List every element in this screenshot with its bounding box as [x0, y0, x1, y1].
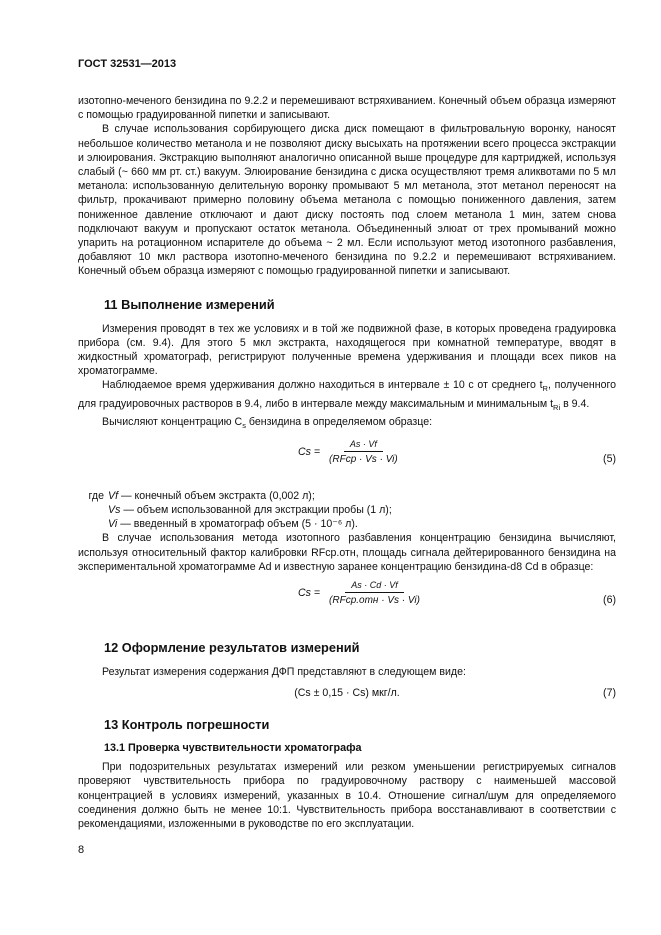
variable-list: где Vf — конечный объем экстракта (0,002 л); Vs — объем использованной для экстракции пробы (1 л); Vi — введенный в хроматограф объем (5 · 10⁻⁶ л). [88, 490, 392, 531]
paragraph: изотопно-меченого бензидина по 9.2.2 и перемешивают встряхиванием. Конечный объем образца измеряют с помощью градуированной пипетки и записывают. [78, 95, 616, 122]
paragraph: При подозрительных результатах измерений или резком уменьшении регистрируемых сигналов проверяют чувствительность прибора по градуировочному раствору с наименьшей массовой концентрацией в условиях измерений, указанных в 10.4. Отношение сигнал/шум для определяемого соединения должно быть не менее 10:1. Чувствительность прибора восстанавливают в соответствии с рекомендациями, изложенными в руководстве по его эксплуатации. [78, 761, 616, 831]
section-title-12: 12 Оформление результатов измерений [104, 640, 360, 655]
formula-number: (6) [603, 594, 616, 606]
section-title-13: 13 Контроль погрешности [104, 717, 270, 733]
paragraph: Результат измерения содержания ДФП представляют в следующем виде: [102, 666, 466, 678]
formula-number: (7) [603, 687, 616, 700]
section-title-11: 11 Выполнение измерений [104, 296, 275, 312]
subsection-title-13-1: 13.1 Проверка чувствительности хроматографа [104, 742, 362, 755]
paragraph: В случае использования сорбирующего диска диск помещают в фильтровальную воронку, наносят небольшое количество метанола и не позволяют диску высыхать на протяжении всего процесса экстракции и элюирования. Экстракцию выполняют аналогично описанной выше процедуре для картриджей, используя слабый (~ 660 мм рт. ст.) вакуум. Элюирование бензидина с диска осуществляют тремя аликвотами по 5 мл метанола: использованную делительную воронку промывают 5 мл метанола, этот метанол переносят на фильтр, прокачивают примерно половину объема метанола с помощью пониженного давления, затем пониженное давление отключают и дают диску постоять под слоем метанола 1 мин, затем снова подключают вакуум и пропускают остаток метанола. Объединенный элюат от трех промываний можно упарить на ротационном испарителе до объема ~ 2 мл. Если используют метод изотопного разбавления, добавляют 10 мкл раствора изотопно-меченого бензидина по 9.2.2 и перемешивают встряхиванием. Конечный объем образца измеряют с помощью градуированной пипетки и записывают. [78, 123, 616, 278]
paragraph: Вычисляют концентрацию $C_s$ бензидина в определяемом образце: [102, 416, 433, 431]
formula-5: Cs = $\frac{As \cdot Vf}{\text{(RFср · Vs · Vi)}}$ (5) [298, 439, 616, 466]
formula-6: Cs = $\frac{As \cdot Cd \cdot Vf}{\text{(RFср.отн · Vs · Vi)}}$ (6) [298, 580, 616, 606]
paragraph: В случае использования метода изотопного разбавления концентрацию бензидина вычисляют, используя относительный фактор калибровки RFср.отн, площадь сигнала дейтерированного бензидина на экспериментальной хроматограмме Ad и известную заранее концентрацию бензидина-d8 Cd в образце: [78, 532, 616, 573]
formula-number: (5) [603, 453, 616, 466]
paragraph: Измерения проводят в тех же условиях и в той же подвижной фазе, в которых проведена градуировка прибора (см. 9.4). Для этого 5 мкл экстракта, находящегося при комнатной температуре, вводят в жидкостный хроматограф, регистрируют полученные времена удерживания и площади всех пиков на хроматограмме. [78, 322, 616, 378]
page-number: 8 [78, 844, 85, 856]
document-page [78, 58, 616, 831]
document-header: ГОСТ 32531—2013 [78, 58, 177, 70]
formula-7: (Cs ± 0,15 · Cs) мкг/л. (7) [294, 687, 616, 700]
paragraph: Наблюдаемое время удерживания должно находиться в интервале ± 10 с от среднего $t_R$, полученного для градуировочных растворов в 9.4, либо в интервале между максимальным и минимальным $t_{Ri}$ в 9.4. [78, 379, 617, 412]
